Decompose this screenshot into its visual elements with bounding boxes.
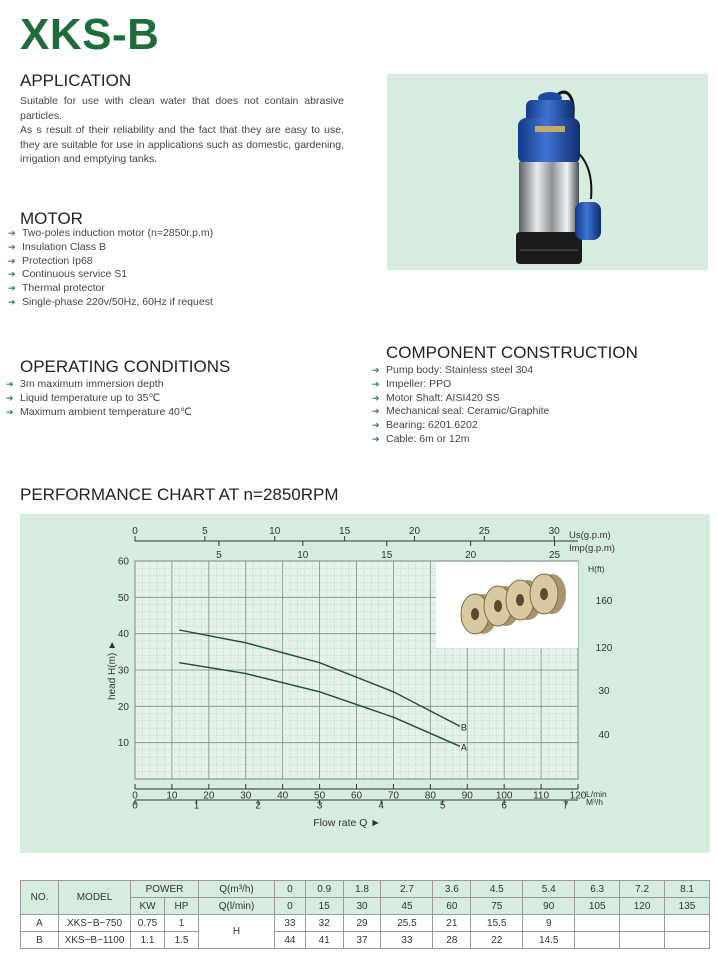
header-hp: HP xyxy=(165,898,199,915)
table-cell: 75 xyxy=(471,898,523,915)
list-item: ➔ Protection Ip68 xyxy=(8,254,93,267)
y-tick-label: 50 xyxy=(117,592,129,604)
top2-tick-label: 25 xyxy=(548,550,561,561)
x-tick-label: 90 xyxy=(461,790,473,802)
table-cell: 8.1 xyxy=(665,881,710,898)
x-tick-label: 120 xyxy=(569,790,587,802)
table-cell: A xyxy=(21,915,59,932)
top2-tick-label: 10 xyxy=(297,550,309,561)
table-cell xyxy=(620,932,665,949)
header-kw: KW xyxy=(131,898,165,915)
table-cell: 15.5 xyxy=(471,915,523,932)
arrow-icon: ➔ xyxy=(372,433,380,444)
top2-tick-label: 5 xyxy=(216,550,222,561)
top-tick-label: 30 xyxy=(548,526,560,537)
list-item: ➔ Motor Shaft: AISI420 SS xyxy=(372,391,500,404)
header-q-m3h: Q(m³/h) xyxy=(199,881,275,898)
arrow-icon: ➔ xyxy=(6,392,14,403)
application-text xyxy=(20,94,344,167)
table-cell xyxy=(575,932,620,949)
table-cell: 29 xyxy=(343,915,381,932)
table-cell: 5.4 xyxy=(523,881,575,898)
table-cell: XKS−B−750 xyxy=(59,915,131,932)
table-cell xyxy=(575,915,620,932)
table-cell: 45 xyxy=(381,898,433,915)
arrow-icon: ➔ xyxy=(372,392,380,403)
top-tick-label: 5 xyxy=(202,526,208,537)
list-item: ➔ 3m maximum immersion depth xyxy=(6,378,164,390)
header-q-lmin: Q(l/min) xyxy=(199,898,275,915)
right-tick-label: 120 xyxy=(595,643,613,654)
arrow-icon: ➔ xyxy=(372,406,380,417)
list-item: ➔ Thermal protector xyxy=(8,282,105,295)
application-heading: APPLICATION xyxy=(20,71,132,90)
table-cell xyxy=(665,915,710,932)
component-list xyxy=(372,364,702,447)
arrow-icon: ➔ xyxy=(8,283,16,294)
m3h-tick-label: 1 xyxy=(193,800,200,812)
performance-chart-panel xyxy=(20,514,710,853)
table-cell: 33 xyxy=(381,932,433,949)
application-paragraph-1: Suitable for use with clean water that does not contain abrasive particles. xyxy=(20,95,344,122)
arrow-icon: ➔ xyxy=(372,378,380,389)
m3h-tick-label: 7 xyxy=(562,800,569,812)
table-cell: 30 xyxy=(343,898,381,915)
table-cell: B xyxy=(21,932,59,949)
header-power: POWER xyxy=(131,881,199,898)
arrow-icon: ➔ xyxy=(8,228,16,238)
x-tick-label: 70 xyxy=(387,790,399,802)
table-cell: 0.75 xyxy=(131,915,165,932)
performance-table xyxy=(20,880,710,949)
y-tick-label: 10 xyxy=(117,738,129,750)
table-cell xyxy=(665,932,710,949)
x-tick-label: 100 xyxy=(495,790,513,802)
table-cell: 90 xyxy=(523,898,575,915)
top-tick-label: 25 xyxy=(478,526,490,537)
x-tick-label: 0 xyxy=(132,790,138,802)
table-cell: 1.5 xyxy=(165,932,199,949)
x-tick-label: 20 xyxy=(203,790,215,802)
y-tick-label: 20 xyxy=(117,701,129,713)
x-tick-label: 110 xyxy=(533,790,550,802)
performance-chart xyxy=(20,514,710,853)
pump-photo-panel xyxy=(387,74,708,270)
table-cell: 32 xyxy=(305,915,343,932)
top-axis-us-label: Us(g.p.m) xyxy=(569,530,611,541)
table-cell: 22 xyxy=(471,932,523,949)
pump-illustration xyxy=(387,74,708,270)
list-item: ➔ Cable: 6m or 12m xyxy=(372,432,470,445)
table-cell: 105 xyxy=(575,898,620,915)
header-h: H xyxy=(199,915,275,949)
m3h-tick-label: 0 xyxy=(132,800,138,812)
product-title: XKS-B xyxy=(20,10,160,59)
table-cell: 2.7 xyxy=(381,881,433,898)
table-cell: 37 xyxy=(343,932,381,949)
m3h-tick-label: 6 xyxy=(501,800,507,812)
table-cell: 33 xyxy=(275,915,306,932)
application-paragraph-2: As s result of their reliability and the fact that they are easy to use, they are suitable for use in applications such as domestic, gardening, irrigation and emptying tanks. xyxy=(20,124,344,165)
right-tick-label: 160 xyxy=(595,596,613,607)
impeller-hub xyxy=(516,594,524,606)
list-item: ➔ Bearing: 6201.6202 xyxy=(372,419,478,432)
table-cell: 6.3 xyxy=(575,881,620,898)
series-label-a: A xyxy=(460,742,467,753)
y-tick-label: 30 xyxy=(117,665,129,677)
table-cell: 0 xyxy=(275,898,306,915)
performance-heading: PERFORMANCE CHART AT n=2850RPM xyxy=(20,485,339,504)
table-cell: 9 xyxy=(523,915,575,932)
arrow-icon: ➔ xyxy=(6,379,14,389)
top-axis-imp-label: Imp(g.p.m) xyxy=(569,543,615,554)
list-item: ➔ Impeller: PPO xyxy=(372,377,452,390)
x-unit-m3h: M³/h xyxy=(586,797,603,807)
list-item: ➔ Single-phase 220v/50Hz, 60Hz if request xyxy=(8,295,213,308)
table-cell: XKS−B−1100 xyxy=(59,932,131,949)
motor-list xyxy=(8,227,348,310)
table-cell: 21 xyxy=(433,915,471,932)
table-cell: 7.2 xyxy=(620,881,665,898)
table-cell: 60 xyxy=(433,898,471,915)
impeller-hub xyxy=(471,608,479,620)
table-row xyxy=(21,932,710,949)
y-tick-label: 40 xyxy=(117,629,129,641)
top-tick-label: 10 xyxy=(269,526,281,537)
table-cell: 1 xyxy=(165,915,199,932)
x-tick-label: 50 xyxy=(314,790,326,802)
table-cell: 25.5 xyxy=(381,915,433,932)
impeller-hub xyxy=(494,600,502,612)
x-unit-lmin: L/min xyxy=(586,789,607,799)
table-cell xyxy=(620,915,665,932)
arrow-icon: ➔ xyxy=(8,296,16,307)
table-cell: 3.6 xyxy=(433,881,471,898)
list-item: ➔ Pump body: Stainless steel 304 xyxy=(372,364,534,376)
y-axis-label: head H(m) ► xyxy=(107,640,118,700)
x-tick-label: 40 xyxy=(277,790,289,802)
series-label-b: B xyxy=(460,722,467,733)
m3h-tick-label: 4 xyxy=(378,800,384,812)
m3h-tick-label: 5 xyxy=(439,800,446,812)
top-tick-label: 0 xyxy=(132,526,138,537)
operating-list xyxy=(6,378,346,419)
list-item: ➔ Mechanical seal: Ceramic/Graphite xyxy=(372,405,550,418)
list-item: ➔ Maximum ambient temperature 40℃ xyxy=(6,405,192,418)
impeller-hub xyxy=(540,588,548,600)
table-cell: 28 xyxy=(433,932,471,949)
x-tick-label: 30 xyxy=(240,790,252,802)
x-tick-label: 10 xyxy=(166,790,178,802)
header-no: NO. xyxy=(21,881,59,915)
table-cell: 15 xyxy=(305,898,343,915)
right-tick-label: 40 xyxy=(598,730,610,741)
right-tick-label: 30 xyxy=(598,686,610,697)
m3h-tick-label: 3 xyxy=(316,800,323,812)
table-cell: 4.5 xyxy=(471,881,523,898)
x-tick-label: 60 xyxy=(350,790,363,802)
arrow-icon: ➔ xyxy=(372,420,380,431)
arrow-icon: ➔ xyxy=(8,269,16,280)
list-item: ➔ Liquid temperature up to 35℃ xyxy=(6,391,161,404)
top2-tick-label: 20 xyxy=(465,550,477,561)
list-item: ➔ Insulation Class B xyxy=(8,240,107,253)
top-tick-label: 20 xyxy=(408,526,421,537)
arrow-icon: ➔ xyxy=(372,365,380,375)
m3h-tick-label: 2 xyxy=(255,800,261,812)
right-axis-label: H(ft) xyxy=(588,564,605,574)
arrow-icon: ➔ xyxy=(8,255,16,266)
list-item: ➔ Continuous service S1 xyxy=(8,268,128,281)
table-cell: 120 xyxy=(620,898,665,915)
table-cell: 1.8 xyxy=(343,881,381,898)
operating-heading: OPERATING CONDITIONS xyxy=(20,357,231,376)
motor-heading: MOTOR xyxy=(20,209,83,228)
x-tick-label: 80 xyxy=(424,790,436,802)
table-cell: 135 xyxy=(665,898,710,915)
header-model: MODEL xyxy=(59,881,131,915)
list-item: ➔ Two-poles induction motor (n=2850r.p.m) xyxy=(8,227,214,239)
x-axis-label: Flow rate Q ► xyxy=(313,817,381,830)
arrow-icon: ➔ xyxy=(6,406,14,417)
arrow-icon: ➔ xyxy=(8,241,16,252)
top-tick-label: 15 xyxy=(339,526,351,537)
table-cell: 1.1 xyxy=(131,932,165,949)
table-cell: 0 xyxy=(275,881,306,898)
y-tick-label: 60 xyxy=(117,556,129,568)
table-cell: 0.9 xyxy=(305,881,343,898)
component-heading: COMPONENT CONSTRUCTION xyxy=(386,343,638,362)
table-cell: 41 xyxy=(305,932,343,949)
table-cell: 44 xyxy=(275,932,306,949)
table-row xyxy=(21,915,710,932)
table-cell: 14.5 xyxy=(523,932,575,949)
top2-tick-label: 15 xyxy=(381,550,393,561)
